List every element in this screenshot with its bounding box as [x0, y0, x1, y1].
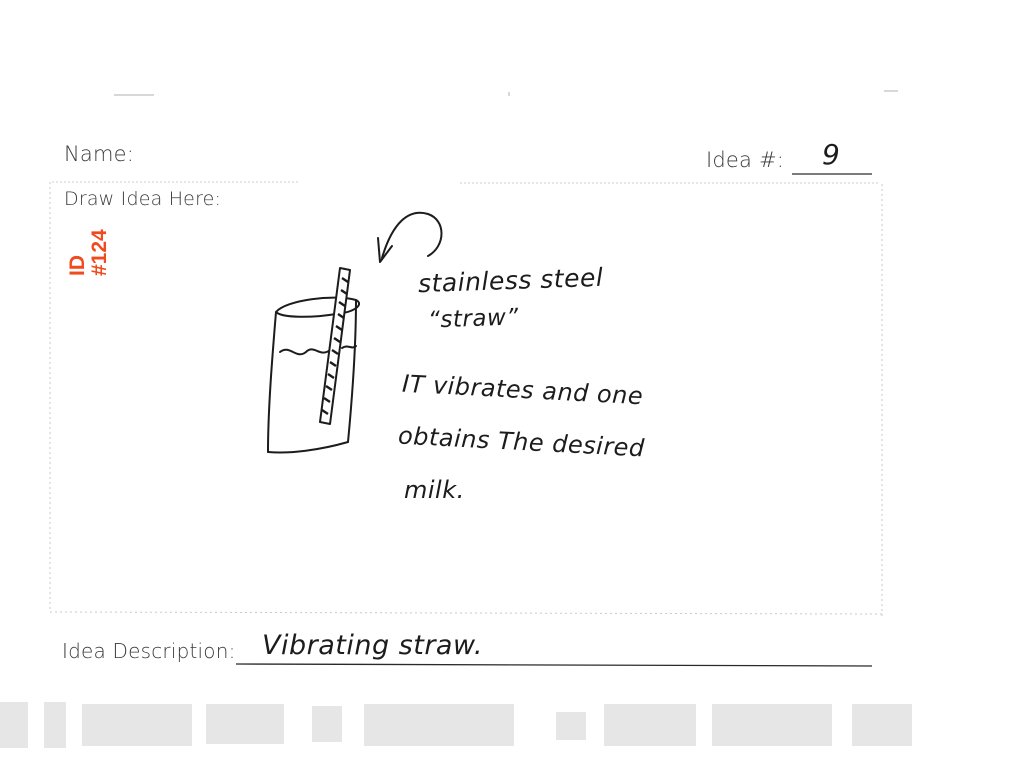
sketch-note: “straw” [427, 304, 520, 334]
name-label: Name: [64, 142, 135, 166]
scan-noise [114, 90, 898, 96]
sketch-note: stainless steel [417, 262, 604, 299]
sketch-note: milk. [404, 476, 465, 504]
description-underline [236, 664, 872, 666]
pointer-arrow [378, 213, 442, 262]
draw-idea-label: Draw Idea Here: [64, 188, 222, 210]
sketch-note: obtains The desired [397, 421, 646, 463]
idea-number-label: Idea #: [706, 148, 785, 172]
bleed-through-noise [0, 702, 912, 748]
id-stamp-line2: #124 [88, 229, 111, 276]
idea-description-label: Idea Description: [62, 639, 236, 663]
idea-number-value: 9 [822, 138, 841, 171]
id-stamp-line1: ID [66, 255, 89, 276]
glass-drawing [268, 298, 359, 453]
id-stamp [56, 229, 116, 278]
idea-description-value: Vibrating straw. [262, 630, 483, 661]
sketch-note: IT vibrates and one [401, 369, 644, 411]
